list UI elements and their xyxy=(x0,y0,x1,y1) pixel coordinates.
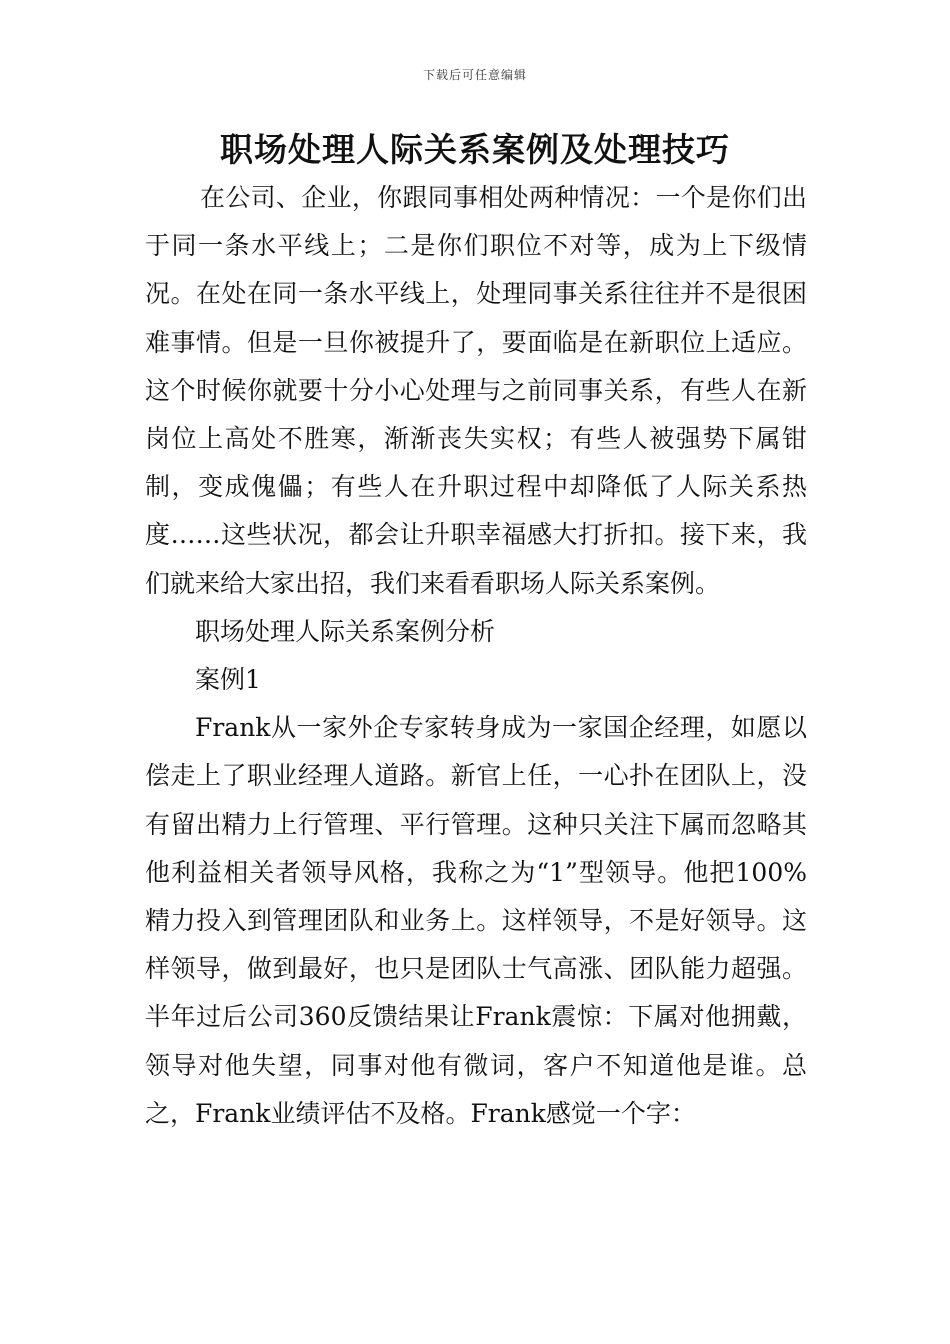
case-paragraph: Frank从一家外企专家转身成为一家国企经理，如愿以偿走上了职业经理人道路。新官上任，一心扑在团队上，没有留出精力上行管理、平行管理。这种只关注下属而忽略其他利益相关者领导风格，我称之为“1”型领导。他把100%精力投入到管理团队和业务上。这样领导，不是好领导。这样领导，做到最好，也只是团队士气高涨、团队能力超强。半年过后公司360反馈结果让Frank震惊：下属对他拥戴，领导对他失望，同事对他有微词，客户不知道他是谁。总之，Frank业绩评估不及格。Frank感觉一个字： xyxy=(145,713,807,1128)
intro-paragraph: 在公司、企业，你跟同事相处两种情况：一个是你们出于同一条水平线上；二是你们职位不对等，成为上下级情况。在处在同一条水平线上，处理同事关系往往并不是很困难事情。但是一旦你被提升了，要面临是在新职位上适应。这个时候你就要十分小心处理与之前同事关系，有些人在新岗位上高处不胜寒，渐渐丧失实权；有些人被强势下属钳制，变成傀儡；有些人在升职过程中却降低了人际关系热度……这些状况，都会让升职幸福感大打折扣。接下来，我们就来给大家出招，我们来看看职场人际关系案例。 xyxy=(145,183,807,598)
case-heading: 案例1 xyxy=(195,665,261,695)
header-note: 下载后可任意编辑 xyxy=(422,68,527,82)
document-body xyxy=(145,174,807,1138)
document-title: 职场处理人际关系案例及处理技巧 xyxy=(220,130,730,169)
section-heading: 职场处理人际关系案例分析 xyxy=(195,616,496,646)
